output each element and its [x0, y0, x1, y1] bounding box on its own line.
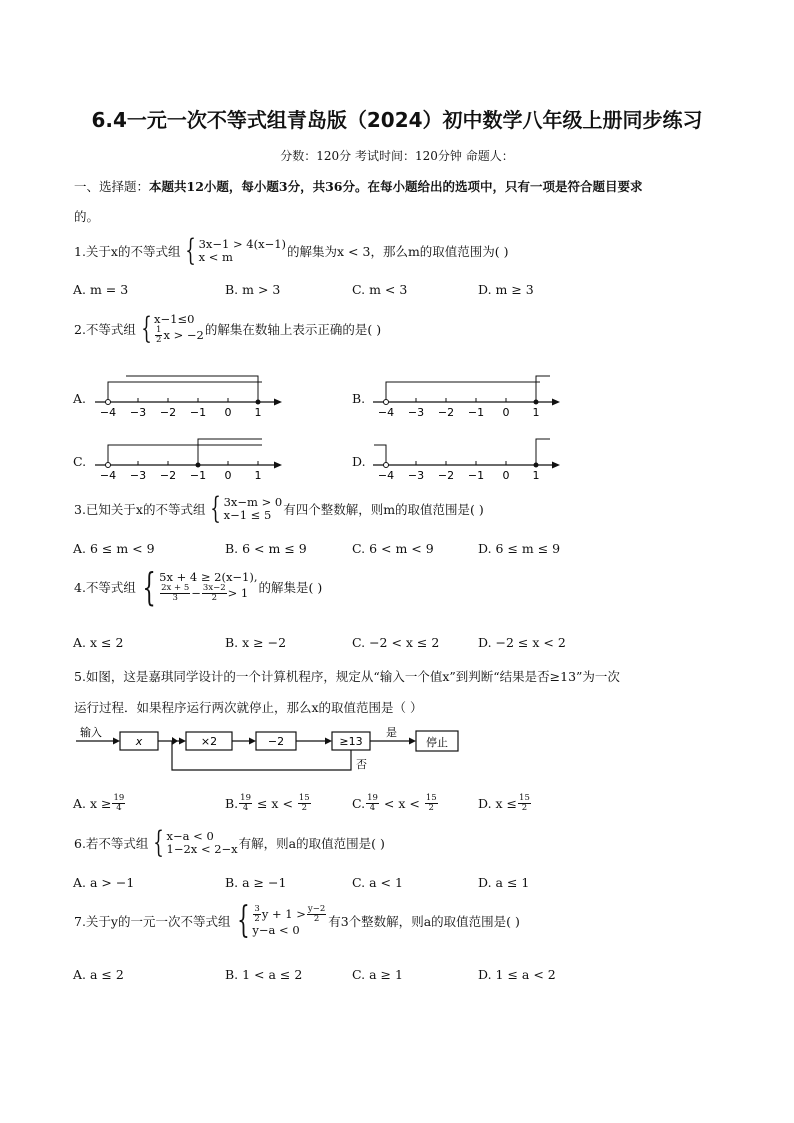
- q4-row2-end: > 1: [227, 586, 249, 600]
- q1-stem: 1.关于x的不等式组: [74, 244, 181, 259]
- q2-option-a[interactable]: A.: [73, 391, 87, 406]
- q7-frac2-den: 2: [313, 914, 320, 924]
- q6-option-d[interactable]: D. a ≤ 1: [478, 875, 530, 890]
- tick-label: 0: [224, 406, 232, 419]
- tick-label: −2: [159, 469, 177, 482]
- q1-option-d[interactable]: D. m ≥ 3: [478, 282, 534, 297]
- q5-option-a[interactable]: [73, 794, 126, 813]
- brace-icon: {: [185, 233, 197, 268]
- q1-option-b[interactable]: B. m > 3: [225, 282, 281, 297]
- number-line-d: [368, 433, 568, 485]
- q3-tail: 有四个整数解，则m的取值范围是( ): [283, 502, 484, 517]
- q1-row1: 3x−1 > 4(x−1): [198, 237, 287, 251]
- question-3: [74, 491, 484, 526]
- q2-stem: 2.不等式组: [74, 322, 136, 337]
- frac-num: 15: [519, 793, 530, 803]
- q1-row2: x < m: [198, 250, 233, 264]
- tick-label: −4: [99, 469, 117, 482]
- q2-frac-num: 1: [156, 325, 162, 335]
- q5-c-mid: < x <: [379, 796, 424, 811]
- q4-row1: 5x + 4 ≥ 2(x−1),: [159, 570, 258, 584]
- tick-label: −4: [377, 406, 395, 419]
- tick-label: −3: [129, 406, 147, 419]
- q2-system: [137, 313, 204, 345]
- tick-label: −1: [467, 469, 485, 482]
- frac-den: 2: [301, 803, 308, 813]
- q3-option-a[interactable]: A. 6 ≤ m < 9: [73, 541, 155, 556]
- section-heading: [74, 177, 643, 195]
- q5-c-pre: C.: [352, 796, 366, 811]
- flow-stop-label: 停止: [426, 736, 448, 749]
- q5-option-c[interactable]: [352, 794, 439, 813]
- program-flowchart: [72, 722, 472, 777]
- q5-stem-2: 运行过程．如果程序运行两次就停止，那么x的取值范围是（ ）: [74, 700, 423, 715]
- page-title: 6.4一元一次不等式组青岛版（2024）初中数学八年级上册同步练习: [91, 108, 703, 132]
- q6-row2: 1−2x < 2−x: [166, 842, 238, 856]
- q4-option-b[interactable]: B. x ≥ −2: [225, 635, 287, 650]
- tick-label: −1: [189, 469, 207, 482]
- q6-row1: x−a < 0: [166, 829, 214, 843]
- q3-stem: 3.已知关于x的不等式组: [74, 502, 206, 517]
- exam-meta: 分数：120分 考试时间：120分钟 命题人：: [280, 149, 514, 163]
- q7-option-b[interactable]: B. 1 < a ≤ 2: [225, 967, 303, 982]
- q6-tail: 有解，则a的取值范围是( ): [238, 836, 385, 851]
- q3-row2: x−1 ≤ 5: [223, 508, 272, 522]
- q6-option-c[interactable]: C. a < 1: [352, 875, 403, 890]
- q4-tail: 的解集是( ): [258, 580, 323, 595]
- frac-num: 15: [425, 793, 437, 803]
- question-7: [74, 900, 520, 941]
- frac-den: 2: [521, 803, 528, 813]
- q7-stem: 7.关于y的一元一次不等式组: [74, 914, 231, 929]
- tick-label: 1: [254, 406, 262, 419]
- q7-frac1-den: 2: [254, 914, 260, 924]
- brace-icon: {: [142, 565, 156, 609]
- question-4: [74, 565, 323, 609]
- q3-option-b[interactable]: B. 6 < m ≤ 9: [225, 541, 307, 556]
- question-6: [74, 825, 385, 860]
- q5-d-pre: D. x ≤: [478, 796, 518, 811]
- flow-yes-label: 是: [386, 726, 397, 739]
- q4-option-d[interactable]: D. −2 ≤ x < 2: [478, 635, 566, 650]
- tick-label: −2: [437, 469, 455, 482]
- q7-row2: y−a < 0: [252, 923, 300, 937]
- q2-tail: 的解集在数轴上表示正确的是( ): [204, 322, 382, 337]
- tick-label: −2: [437, 406, 455, 419]
- q2-frac-den: 2: [156, 335, 162, 345]
- q4-frac1-num: 2x + 5: [161, 583, 190, 593]
- frac-den: 4: [116, 803, 122, 813]
- q7-frac1-num: 3: [254, 904, 260, 914]
- q2-option-b[interactable]: B.: [352, 391, 366, 406]
- q6-stem: 6.若不等式组: [74, 836, 149, 851]
- q6-option-a[interactable]: A. a > −1: [73, 875, 135, 890]
- question-1: [74, 233, 509, 268]
- tick-label: −2: [159, 406, 177, 419]
- flow-x-label: x: [135, 735, 143, 748]
- q5-stem-1: 5.如图，这是嘉琪同学设计的一个计算机程序，规定从“输入一个值x”到判断“结果是否≥13”为一次: [74, 669, 620, 684]
- frac-num: 19: [240, 793, 251, 803]
- question-2: [74, 313, 381, 345]
- q4-stem: 4.不等式组: [74, 580, 136, 595]
- q4-system: [137, 565, 258, 609]
- q4-option-a[interactable]: A. x ≤ 2: [73, 635, 124, 650]
- q7-row1-mid: y + 1 >: [261, 907, 306, 921]
- tick-label: 1: [532, 406, 540, 419]
- flow-no-label: 否: [356, 758, 367, 771]
- q7-tail: 有3个整数解，则a的取值范围是( ): [328, 914, 520, 929]
- frac-den: 4: [242, 803, 249, 813]
- q6-option-b[interactable]: B. a ≥ −1: [225, 875, 287, 890]
- flow-minus2-label: −2: [267, 735, 285, 748]
- tick-label: −1: [189, 406, 207, 419]
- flow-times2-label: ×2: [200, 735, 218, 748]
- tick-label: 1: [532, 469, 540, 482]
- section-head: 一、选择题：: [74, 179, 150, 194]
- q4-option-c[interactable]: C. −2 < x ≤ 2: [352, 635, 440, 650]
- number-line-b: [368, 370, 568, 422]
- section-desc-2: 的。: [74, 209, 100, 224]
- q4-frac2-num: 3x−2: [202, 583, 226, 593]
- q1-option-a[interactable]: A. m = 3: [73, 282, 129, 297]
- q7-option-c[interactable]: C. a ≥ 1: [352, 967, 403, 982]
- tick-label: −3: [407, 469, 425, 482]
- q3-option-c[interactable]: C. 6 < m < 9: [352, 541, 434, 556]
- q2-row1: x−1≤0: [154, 312, 195, 326]
- q5-a-pre: A. x ≥: [73, 796, 112, 811]
- section-desc-1: 本题共12小题，每小题3分，共36分。在每小题给出的选项中，只有一项是符合题目要求: [149, 179, 643, 194]
- q5-option-b[interactable]: [225, 794, 312, 813]
- tick-label: −3: [407, 406, 425, 419]
- brace-icon: {: [210, 491, 222, 526]
- tick-label: −4: [99, 406, 117, 419]
- q5-option-d[interactable]: [478, 794, 532, 813]
- tick-label: −1: [467, 406, 485, 419]
- q5-b-mid: ≤ x <: [253, 796, 297, 811]
- q7-option-a[interactable]: A. a ≤ 2: [73, 967, 124, 982]
- q7-frac2-num: y−2: [307, 904, 326, 914]
- q1-system: [181, 233, 287, 268]
- frac-num: 19: [113, 793, 125, 803]
- frac-num: 19: [367, 793, 378, 803]
- q3-option-d[interactable]: D. 6 ≤ m ≤ 9: [478, 541, 561, 556]
- frac-num: 15: [298, 793, 310, 803]
- number-line-a: [90, 370, 290, 422]
- q4-frac1-den: 3: [172, 593, 178, 603]
- flow-input-label: 输入: [80, 726, 102, 739]
- number-line-c: [90, 433, 290, 485]
- q1-option-c[interactable]: C. m < 3: [352, 282, 408, 297]
- brace-icon: {: [141, 311, 152, 346]
- brace-icon: {: [236, 900, 250, 941]
- flow-check-label: ≥13: [339, 735, 363, 748]
- q2-option-d[interactable]: D.: [352, 454, 366, 469]
- q7-system: [232, 900, 328, 941]
- q1-tail: 的解集为x < 3，那么m的取值范围为( ): [287, 244, 509, 259]
- q5-b-pre: B.: [225, 796, 239, 811]
- frac-den: 2: [428, 803, 434, 813]
- q7-option-d[interactable]: D. 1 ≤ a < 2: [478, 967, 556, 982]
- q2-option-c[interactable]: C.: [73, 454, 87, 469]
- q3-row1: 3x−m > 0: [223, 495, 283, 509]
- q3-system: [206, 491, 283, 526]
- frac-den: 4: [369, 803, 376, 813]
- tick-label: −4: [377, 469, 395, 482]
- tick-label: −3: [129, 469, 147, 482]
- q4-frac2-den: 2: [211, 593, 217, 603]
- brace-icon: {: [153, 825, 165, 860]
- q2-row2: x > −2: [163, 328, 204, 342]
- tick-label: 0: [502, 469, 510, 482]
- tick-label: 1: [254, 469, 262, 482]
- tick-label: 0: [502, 406, 510, 419]
- q4-minus: −: [191, 586, 201, 600]
- tick-label: 0: [224, 469, 232, 482]
- q6-system: [149, 825, 238, 860]
